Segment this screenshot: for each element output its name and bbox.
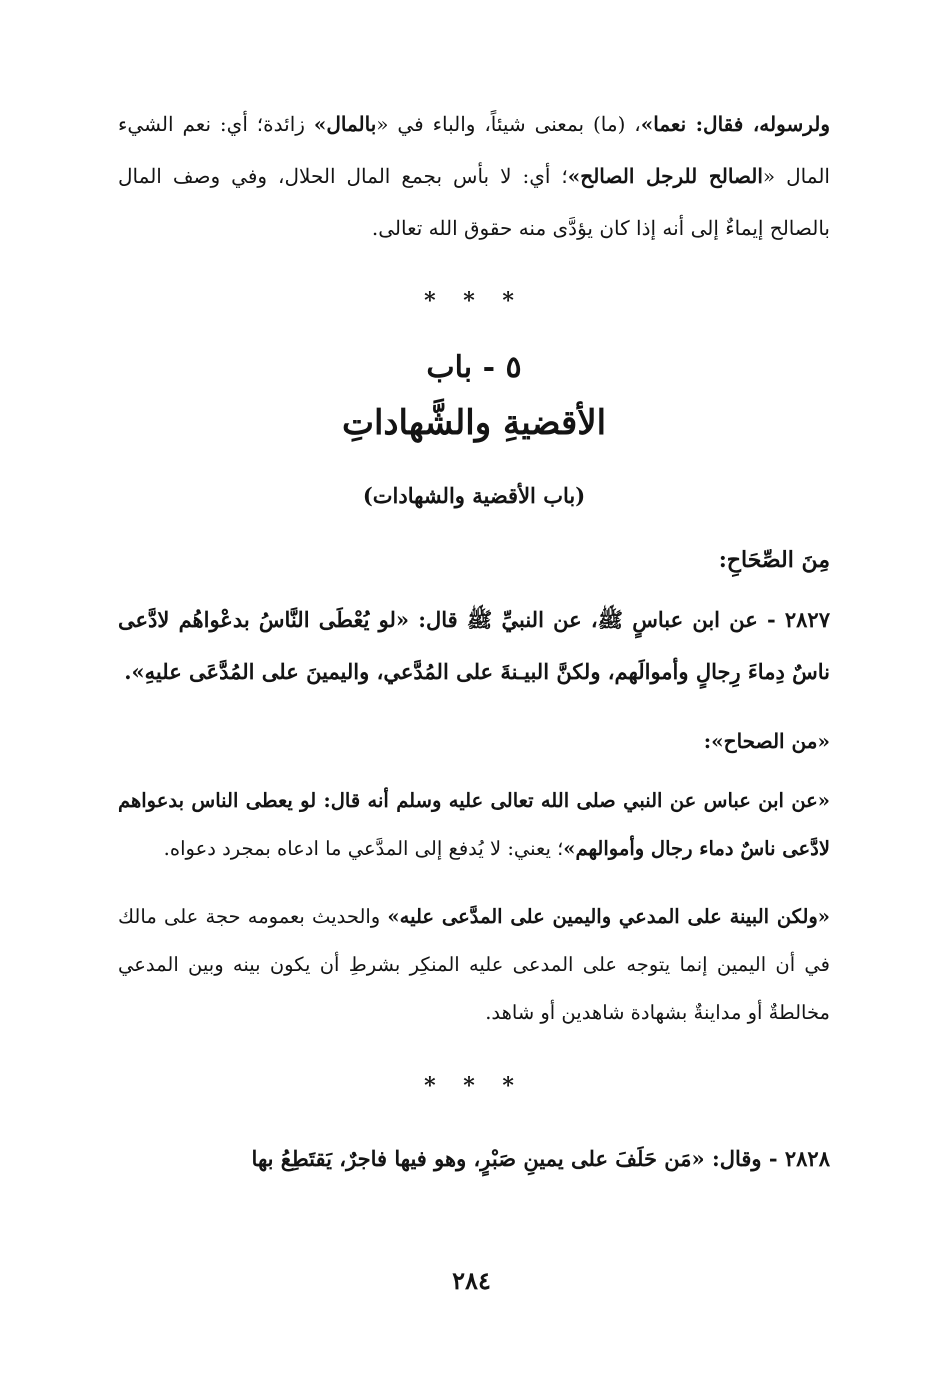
hadith-2827: ٢٨٢٧ - عن ابن عباسٍ ﷺ، عن النبيِّ ﷺ قال: «لو يُعْطَى النَّاسُ بدعْواهُم لادَّعى ناسٌ دِماءَ رِجالٍ وأموالَهم، ولكنَّ البيـنةَ على المُدَّعي، واليمينَ على المُدَّعَى عليهِ». (118, 607, 830, 684)
intro-text-d: ؛ أي: لا بأس بجمع المال الحلال، وفي (231, 164, 568, 188)
commentary-2-quote: «ولكن البينة على المدعي واليمين على المدَّعى عليه» (387, 904, 830, 928)
commentary-paragraph-1 (118, 777, 830, 873)
intro-text-e: وصف المال بالصالح إيماءٌ إلى أنه إذا كان يؤدَّى منه حقوق الله تعالى. (118, 164, 830, 240)
hadith-2828: ٢٨٢٨ - وقال: «مَن حَلَفَ على يمينِ صَبْرٍ، وهو فيها فاجرٌ، يَقتَطِعُ بها (251, 1145, 830, 1171)
section-separator: * * * (424, 288, 524, 314)
chapter-subtitle: (باب الأقضية والشهادات) (362, 483, 586, 508)
commentary-2-text: والحديث بعمومه حجة على مالك في أن اليمين إنما يتوجه على المدعى عليه المنكِر بشرطِ أن يكون بينه وبين المدعي مخالطةٌ أو مداينةٌ بشهادة شاهدين أو شاهد. (118, 904, 830, 1024)
intro-text-b: زائدة؛ أي: نعم (182, 112, 314, 136)
page-number: ٢٨٤ (452, 1266, 491, 1295)
commentary-1-quote: «عن ابن عباس عن النبي صلى الله تعالى عليه وسلم أنه قال: لو يعطى الناس بدعواهم لادَّعى ناسٌ دماء رجال وأموالهم» (118, 789, 830, 860)
section-label-sihah: مِنَ الصِّحَاحِ: (718, 547, 830, 573)
intro-text-c: الشيء المال « (118, 112, 830, 188)
chapter-number: ٥ - باب (426, 350, 522, 385)
commentary-label: «من الصحاح»: (703, 729, 830, 753)
intro-bold-a: ولرسوله، فقال: نعما» (640, 112, 830, 136)
commentary-1-text: ؛ يعني: لا يُدفع إلى المدَّعي ما ادعاه بمجرد دعواه. (163, 837, 564, 860)
intro-text-a: ، (ما) بمعنى شيئاً، والباء في « (376, 112, 641, 136)
commentary-paragraph-2 (118, 893, 830, 1037)
intro-paragraph (118, 98, 830, 254)
intro-bold-b: بالمال» (313, 112, 377, 136)
chapter-title: الأقضيةِ والشَّهاداتِ (341, 403, 607, 443)
intro-bold-c: الصالح للرجل الصالح» (567, 164, 763, 188)
section-separator-2: * * * (424, 1072, 524, 1099)
page-body (118, 98, 830, 1206)
